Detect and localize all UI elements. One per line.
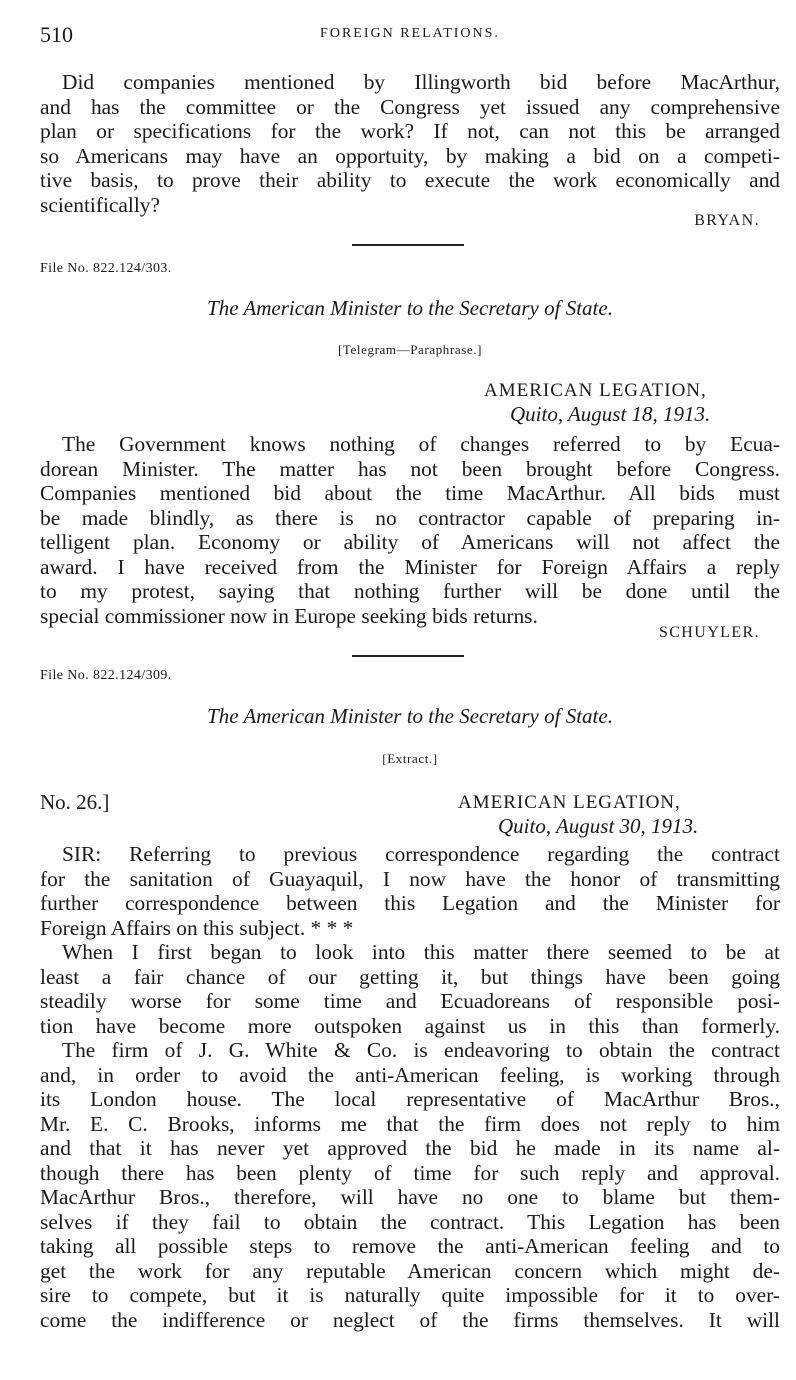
text-line: When I first began to look into this matter there seemed to be at [62,940,780,964]
text-line: steadily worse for some time and Ecuadoreans of responsible posi- [40,989,780,1013]
text-line: and has the committee or the Congress yet issued any comprehensive [40,94,780,119]
section1-text [40,70,780,217]
section2-text [40,432,780,628]
text-line: dorean Minister. The matter has not been brought before Congress. [40,456,780,481]
text-line: tion have become more outspoken against us in this than formerly. [40,1013,780,1038]
text-line: Companies mentioned bid about the time MacArthur. All bids must [40,481,780,505]
document-heading: The American Minister to the Secretary of State. [207,296,613,320]
text-line: Foreign Affairs on this subject. * * * [40,915,354,940]
file-number: File No. 822.124/303. [40,261,172,276]
document-type-note: [Extract.] [382,751,438,766]
text-line: MacArthur Bros., therefore, will have no one to blame but them- [40,1185,780,1209]
legation-address: AMERICAN LEGATION, [458,792,681,813]
text-line: further correspondence between this Legation and the Minister for [40,891,780,915]
text-line: award. I have received from the Minister for Foreign Affairs a reply [40,554,780,579]
text-line: selves if they fail to obtain the contract. This Legation has been [40,1209,780,1234]
section-divider [352,244,464,246]
text-line: get the work for any reputable American concern which might de- [40,1258,780,1283]
text-line: telligent plan. Economy or ability of Americans will not affect the [40,530,780,554]
dateline: Quito, August 30, 1913. [498,814,699,838]
section-divider [352,655,464,657]
text-line: and that it has never yet approved the bid he made in its name al- [40,1136,780,1160]
document-type-note: [Telegram—Paraphrase.] [337,342,483,357]
text-line: taking all possible steps to remove the anti-American feeling and to [40,1234,780,1258]
section3-text [40,842,780,1332]
legation-address: AMERICAN LEGATION, [484,380,707,401]
text-line: special commissioner now in Europe seeking bids returns. [40,603,538,628]
dateline: Quito, August 18, 1913. [510,402,711,426]
text-line: be made blindly, as there is no contractor capable of preparing in- [40,505,780,530]
file-number: File No. 822.124/309. [40,668,172,683]
text-line: plan or specifications for the work? If not, can not this be arranged [40,119,780,143]
text-line: least a fair chance of our getting it, but things have been going [40,964,780,989]
text-line: so Americans may have an opportuity, by making a bid on a competi- [40,143,780,168]
text-line: SIR: Referring to previous correspondence regarding the contract [62,842,780,866]
page-number: 510 [40,22,73,47]
text-line: scientifically? [40,192,160,217]
dispatch-number: No. 26.] [40,790,110,814]
document-page [40,0,780,1380]
running-head [40,22,780,46]
running-title: FOREIGN RELATIONS. [320,26,500,41]
text-line: Did companies mentioned by Illingworth bid before MacArthur, [62,70,780,94]
text-line: for the sanitation of Guayaquil, I now have the honor of transmitting [40,866,780,891]
text-line: The Government knows nothing of changes referred to by Ecua- [62,432,780,456]
text-line: and, in order to avoid the anti-American feeling, is working through [40,1062,780,1087]
text-line: though there has been plenty of time for such reply and approval. [40,1160,780,1185]
text-line: Mr. E. C. Brooks, informs me that the firm does not reply to him [40,1111,780,1136]
text-line: to my protest, saying that nothing further will be done until the [40,579,780,603]
document-heading: The American Minister to the Secretary of State. [207,704,613,728]
signature-schuyler: SCHUYLER. [658,624,760,641]
text-line: sire to compete, but it is naturally quite impossible for it to over- [40,1283,780,1307]
text-line: tive basis, to prove their ability to execute the work economically and [40,168,780,192]
text-line: The firm of J. G. White & Co. is endeavoring to obtain the contract [62,1038,780,1062]
signature-bryan: BRYAN. [694,212,760,229]
text-line: come the indifference or neglect of the firms themselves. It will [40,1307,780,1332]
text-line: its London house. The local representative of MacArthur Bros., [40,1087,780,1111]
